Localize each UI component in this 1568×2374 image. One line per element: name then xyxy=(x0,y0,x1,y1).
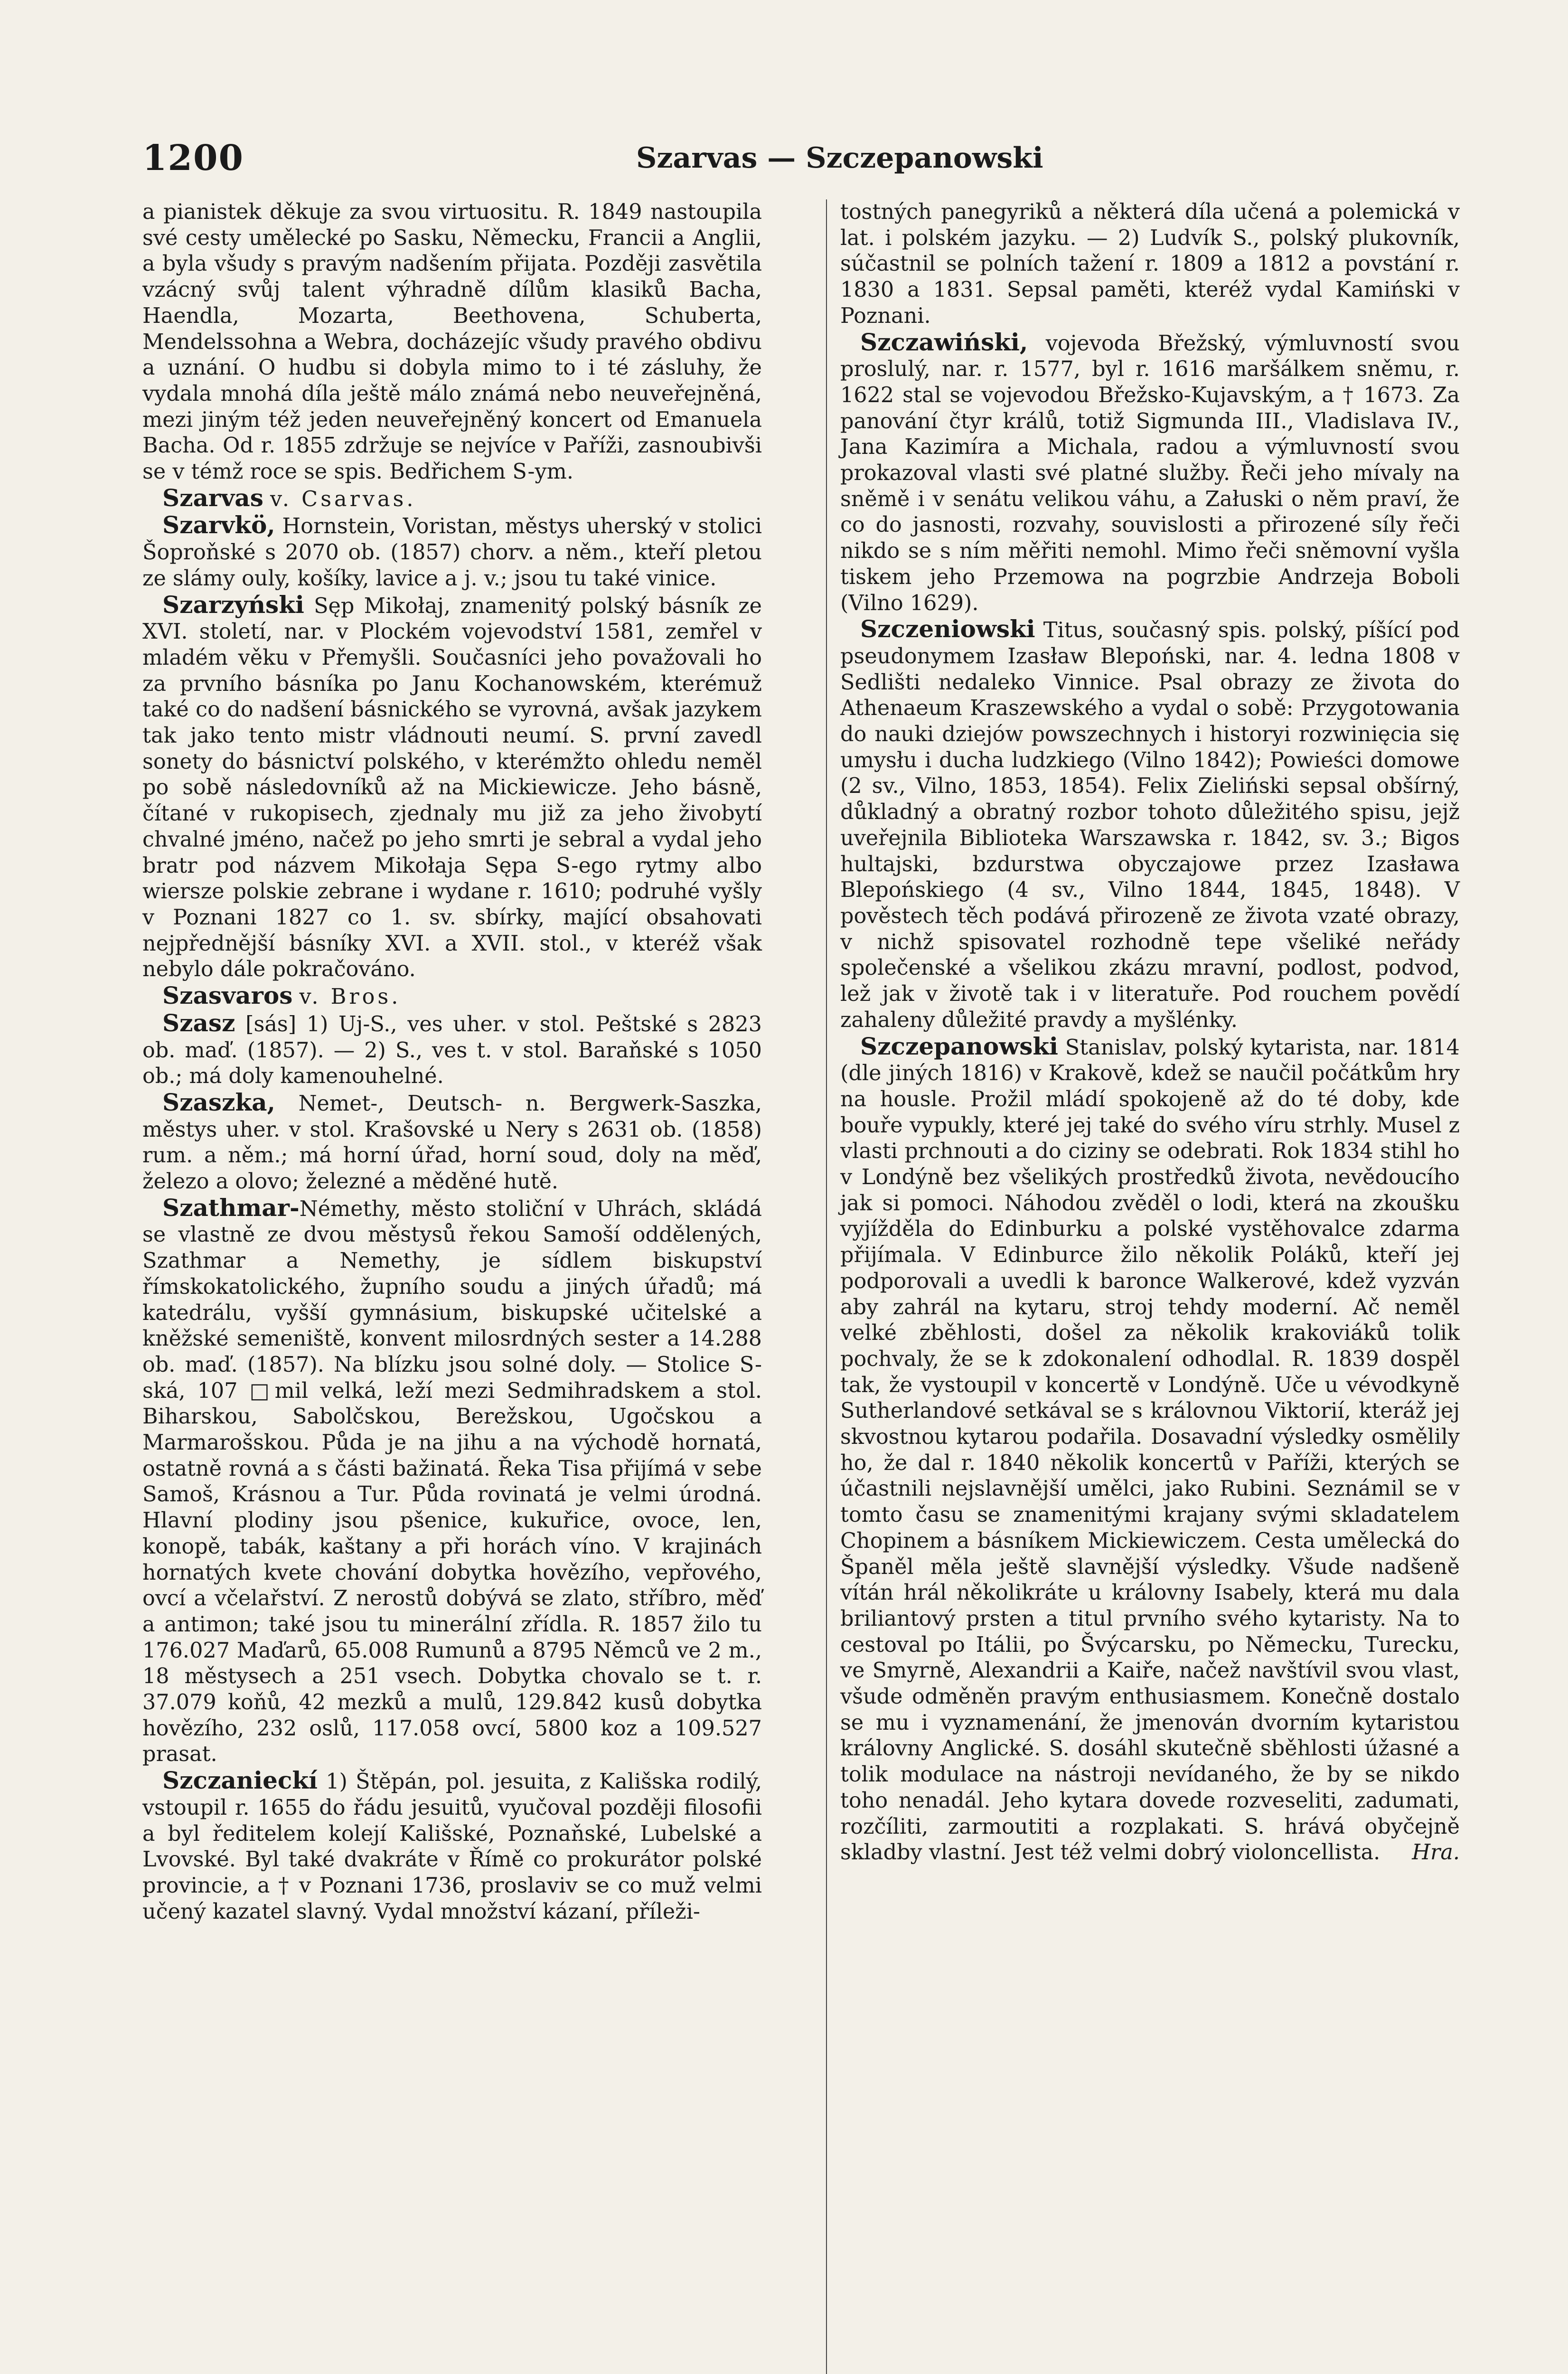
entry-continuation: tostných panegyriků a některá díla učená a polemická v lat. i polském jazyku. — 2) Ludvík S., polský plukovník, súčastnil se polních tažení r. 1809 a 1812 a povstání r. 1830 a 1831. Sepsal paměti, kteréž vydal Kamiński v Poznani. xyxy=(840,200,1460,328)
headword: Szczanieckí xyxy=(162,1766,318,1795)
headword: Szasvaros xyxy=(162,981,293,1010)
page-header xyxy=(142,138,1453,190)
author-signature: Hra. xyxy=(1412,1840,1460,1865)
entry-szasvaros: Szasvaros v. Bros. xyxy=(162,981,401,1010)
right-column xyxy=(840,199,1460,1866)
headword: Szathmar- xyxy=(162,1193,300,1222)
running-title: Szarvas — Szczepanowski xyxy=(636,141,1043,175)
entry-szczawinski: Szczawiński, vojevoda Břežský, výmluvností svou proslulý, nar. r. 1577, byl r. 1616 maršálkem sněmu, r. 1622 stal se vojevodou Břežsko-Kujavským, a † 1673. Za panování čtyr králů, totiž Sigmunda III., Vladislava IV., Jana Kazimíra a Michala, radou a výmluvností svou prokazoval vlasti své platné služby. Řeči jeho mívaly na sněmě i v senátu velikou váhu, a Załuski o něm praví, že co do jasnosti, rozvahy, souvislosti a přirozené síly řeči nikdo se s ním měřiti nemohl. Mimo řeči sněmovní vyšla tiskem jeho Przemowa na pogrzbie Andrzeja Boboli (Vilno 1629). xyxy=(840,328,1460,615)
entry-szasz: Szasz [sás] 1) Uj-S., ves uher. v stol. Peštské s 2823 ob. maď. (1857). — 2) S., ves t. v stol. Baraňské s 1050 ob.; má doly kamenouhelné. xyxy=(142,1008,762,1089)
column-divider xyxy=(826,199,827,2374)
entry-szczepanowski: Szczepanowski Stanislav, polský kytarista, nar. 1814 (dle jiných 1816) v Krakově, kdež se naučil počátkům hry na housle. Prožil mládí spokojeně až do té doby, kde bouře vypukly, které jej také do svého víru strhly. Musel z vlasti prchnouti a do ciziny se odebrati. Rok 1834 stihl ho v Londýně bez všelikých prostředků života, nevědoucího jak si pomoci. Náhodou zvěděl o lodi, která na zkoušku vyjížděla do Edinburku a polské vystěhovalce zdarma přijímala. V Edinburce žilo několik Poláků, kteří jej podporovali a uvedli k baronce Walkerové, kdež vyzván aby zahrál na kytaru, stroj tehdy moderní. Ač neměl velké zběhlosti, došel za několik krakoviáků tolik pochvaly, že se k zdokonalení odhodlal. R. 1839 dospěl tak, že vystoupil v koncertě v Londýně. Uče u vévodkyně Sutherlandové setkával se s královnou Viktorií, kteráž jej skvostnou kytarou podařila. Dosavadní výsledky osmělily ho, že dal r. 1840 několik koncertů v Paříži, kterých se účastnili nejslavnější umělci, jako Rubini. Seznámil se v tomto času se znamenitými krajany svými skladatelem Chopinem a básníkem Mickiewiczem. Cesta umělecká do Španěl měla ještě slavnější výsledky. Všude nadšeně vítán hrál několikráte u královny Isabely, která mu dala briliantový prsten a titul prvního svého kytaristy. Na to cestoval po Itálii, po Švýcarsku, po Německu, Turecku, ve Smyrně, Alexandrii a Kaiře, načež navštívil svou vlast, všude odměněn pravým enthusiasmem. Konečně dostalo se mu i vyznamenání, že jmenován dvorním kytaristou královny Anglické. S. dosáhl skutečně sběhlosti úžasné a tolik modulace na nástroji nevídaného, že by se nikdo toho nenadál. Jeho kytara dovede rozveseliti, zadumati, rozčíliti, zarmoutiti a rozplakati. S. hrává obyčejně skladby vlastní. Jest též velmi dobrý violoncellista. Hra. xyxy=(840,1034,1460,1866)
headword: Szczawiński, xyxy=(860,328,1028,356)
headword: Szasz xyxy=(162,1008,235,1037)
entry-szathmar: Szathmar-Némethy, město stoliční v Uhrách, skládá se vlastně ze dvou městysů řekou Samoší oddělených, Szathmar a Nemethy, je sídlem biskupství římskokatolického, župního soudu a jiných úřadů; má katedrálu, vyšší gymnásium, biskupské učitelské a kněžské semeniště, konvent milosrdných sester a 14.288 ob. maď. (1857). Na blízku jsou solné doly. — Stolice S-ská, 107 □mil velká, leží mezi Sedmihradskem a stol. Biharskou, Sabolčskou, Berežskou, Ugočskou a Marmarošskou. Půda je na jihu a na východě hornatá, ostatně rovná a s části bažinatá. Řeka Tisa přijímá v sebe Samoš, Krásnou a Tur. Půda rovinatá je velmi úrodná. Hlavní plodiny jsou pšenice, kukuřice, ovoce, len, konopě, tabák, kaštany a při horách víno. V krajinách hornatých kvete chování dobytka hovězího, vepřového, ovcí a včelařství. Z nerostů dobývá se zlato, stříbro, měď a antimon; také jsou tu minerální zřídla. R. 1857 žilo tu 176.027 Maďarů, 65.008 Rumunů a 8795 Němců ve 2 m., 18 městysech a 251 vsech. Dobytka chovalo se t. r. 37.079 koňů, 42 mezků a mulů, 129.842 kusů dobytka hovězího, 232 oslů, 117.058 ovcí, 5800 koz a 109.527 prasat. xyxy=(142,1193,762,1767)
headword: Szarzyński xyxy=(162,590,304,619)
headword: Szaszka, xyxy=(162,1088,275,1116)
left-column xyxy=(142,199,762,1925)
headword: Szczepanowski xyxy=(860,1032,1059,1060)
headword: Szarvas xyxy=(162,483,263,512)
page-number: 1200 xyxy=(142,138,244,179)
entry-szaszka: Szaszka, Nemet-, Deutsch- n. Bergwerk-Saszka, městys uher. v stol. Krašovské u Nery s 2631 ob. (1858) rum. a něm.; má horní úřad, horní soud, doly na měď, železo a olovo; železné a měděné hutě. xyxy=(142,1088,762,1194)
entry-continuation: a pianistek děkuje za svou virtuositu. R. 1849 nastoupila své cesty umělecké po Sasku, Německu, Francii a Anglii, a byla všudy s pravým nadšením přijata. Později zasvětila vzácný svůj talent výhradně dílům klasiků Bacha, Haendla, Mozarta, Beethovena, Schuberta, Mendelssohna a Webra, docházejíc všudy pravého obdivu a uznání. O hudbu si dobyla mimo to i té zásluhy, že vydala mnohá díla ještě málo známá nebo neuveřejněná, mezi jiným též jeden neuveřejněný koncert od Emanuela Bacha. Od r. 1855 zdržuje se nejvíce v Paříži, zasnoubivši se v témž roce se spis. Bedřichem S-ym. xyxy=(142,200,762,484)
headword: Szczeniowski xyxy=(860,615,1035,643)
headword: Szarvkö, xyxy=(162,511,275,539)
entry-szarvas: Szarvas v. Csarvas. xyxy=(162,483,416,512)
entry-szczaniecki: Szczanieckí 1) Štěpán, pol. jesuita, z Kališska rodilý, vstoupil r. 1655 do řádu jesuitů, vyučoval později filosofii a byl ředitelem kolejí Kališské, Poznaňské, Lubelské a Lvovské. Byl také dvakráte v Římě co prokurátor polské provincie, a † v Poznani 1736, proslaviv se co muž velmi učený kazatel slavný. Vydal množství kázaní, příleži- xyxy=(142,1766,762,1924)
entry-szarzynski: Szarzyński Sęp Mikołaj, znamenitý polský básník ze XVI. století, nar. v Plockém vojevodství 1581, zemřel v mladém věku v Přemyšli. Současníci jeho považovali ho za prvního básníka po Janu Kochanowském, kterémuž také co do nadšení básnického se vyrovná, avšak jazykem tak jako tento mistr vládnouti neumí. S. první zavedl sonety do básnictví polského, v kterémžto ohledu neměl po sobě následovníků až na Mickiewicze. Jeho básně, čítané v rukopisech, zjednaly mu již za jeho živobytí chvalné jméno, načež po jeho smrti je sebral a vydal jeho bratr pod názvem Mikołaja Sępa S-ego rytmy albo wiersze polskie zebrane i wydane r. 1610; podruhé vyšly v Poznani 1827 co 1. sv. sbírky, mající obsahovati nejpřednější básníky XVI. a XVII. stol., v kteréž však nebylo dále pokračováno. xyxy=(142,590,762,982)
entry-szarvko: Szarvkö, Hornstein, Voristan, městys uherský v stolici Šoproňské s 2070 ob. (1857) chorv. a něm., kteří pletou ze slámy ouly, košíky, lavice a j. v.; jsou tu také vinice. xyxy=(142,511,762,591)
entry-szczeniowski: Szczeniowski Titus, současný spis. polský, píšící pod pseudonymem Izasław Blepoński, nar. 4. ledna 1808 v Sedlišti nedaleko Vinnice. Psal obrazy ze života do Athenaeum Kraszewského a vydal o sobě: Przygotowania do nauki dziejów powszechnych i historyi rozwinięcia się umysłu i ducha ludzkiego (Vilno 1842); Powieści domowe (2 sv., Vilno, 1853, 1854). Felix Zieliński sepsal obšírný, důkladný a obratný rozbor tohoto důležitého spisu, jejž uveřejnila Biblioteka Warszawska r. 1842, sv. 3.; Bigos hultajski, bzdurstwa obyczajowe przez Izasława Blepońskiego (4 sv., Vilno 1844, 1845, 1848). V pověstech těch podává přirozeně ze života vzaté obrazy, v nichž spisovatel rozhodně tepe všeliké neřády společenské a všelikou zkázu mravní, podlost, podvod, lež jak v životě tak i v literatuře. Pod rouchem povědí zahaleny důležité pravdy a myšlénky. xyxy=(840,615,1460,1032)
